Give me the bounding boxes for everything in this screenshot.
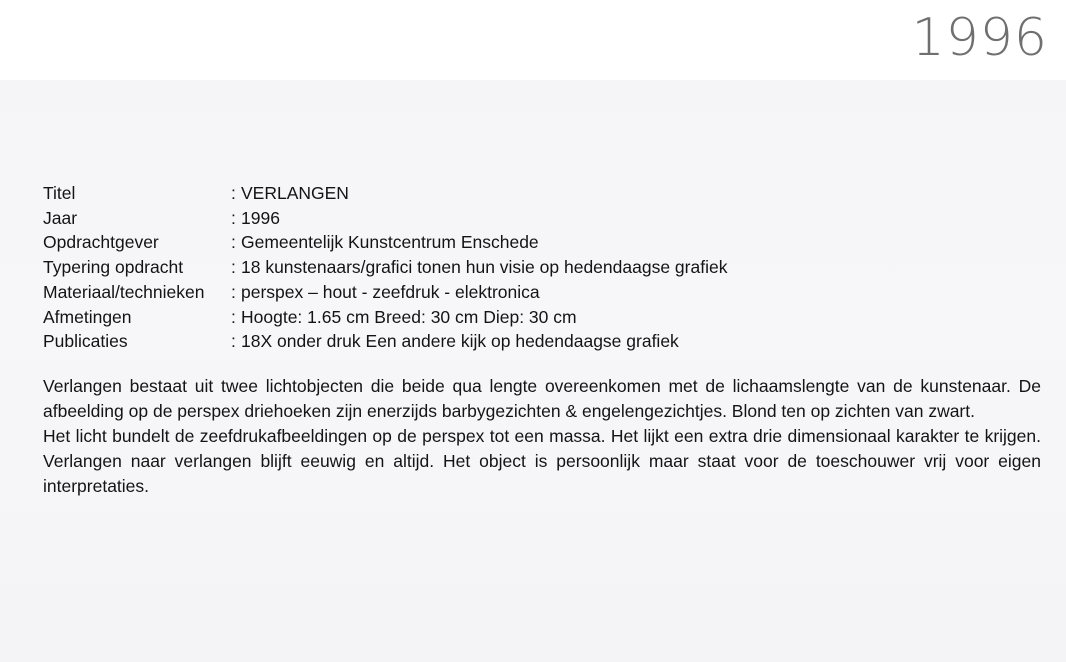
- description: [43, 374, 1041, 499]
- detail-value: VERLANGEN: [241, 183, 349, 203]
- detail-label: Titel: [43, 183, 76, 203]
- detail-label: Opdrachtgever: [43, 232, 159, 253]
- year-heading: 1996: [911, 8, 1048, 68]
- detail-separator: :: [231, 281, 236, 302]
- artwork-details: [43, 181, 727, 354]
- detail-value: 18X onder druk Een andere kijk op hedendaagse grafiek: [241, 331, 679, 352]
- detail-row-materials: [43, 280, 727, 305]
- detail-row-commission-type: [43, 255, 727, 280]
- detail-separator: :: [231, 183, 236, 203]
- detail-separator: :: [231, 207, 236, 228]
- detail-value: Gemeentelijk Kunstcentrum Enschede: [241, 232, 539, 253]
- description-paragraph: Het licht bundelt de zeefdrukafbeeldingen op de perspex tot een massa. Het lijkt een extra drie dimensionaal karakter te krijgen. Verlangen naar verlangen blijft eeuwig en altijd. Het object is persoonlijk maar staat voor de toeschouwer vrij voor eigen interpretaties.: [43, 426, 1041, 496]
- detail-row-year: [43, 206, 727, 231]
- scanned-document: [0, 80, 1066, 662]
- detail-label: Materiaal/technieken: [43, 281, 205, 302]
- detail-label: Afmetingen: [43, 306, 132, 327]
- detail-row-dimensions: [43, 305, 727, 330]
- detail-label: Jaar: [43, 207, 78, 228]
- detail-value: 1996: [241, 207, 280, 228]
- detail-label: Typering opdracht: [43, 257, 184, 278]
- detail-label: Publicaties: [43, 331, 128, 352]
- detail-row-client: [43, 230, 727, 255]
- detail-row-title: [43, 181, 727, 206]
- detail-row-publications: [43, 329, 727, 354]
- detail-value: 18 kunstenaars/grafici tonen hun visie op hedendaagse grafiek: [241, 257, 728, 278]
- detail-value: perspex – hout - zeefdruk - elektronica: [241, 281, 540, 302]
- detail-value: Hoogte: 1.65 cm Breed: 30 cm Diep: 30 cm: [241, 306, 577, 327]
- detail-separator: :: [231, 257, 236, 278]
- detail-separator: :: [231, 232, 236, 253]
- description-paragraph: Verlangen bestaat uit twee lichtobjecten die beide qua lengte overeenkomen met de lichaamslengte van de kunstenaar. De afbeelding op de perspex driehoeken zijn enerzijds barbygezichten & engelengezichtjes. Blond ten op zichten van zwart.: [43, 376, 1041, 421]
- detail-separator: :: [231, 306, 236, 327]
- detail-separator: :: [231, 331, 236, 352]
